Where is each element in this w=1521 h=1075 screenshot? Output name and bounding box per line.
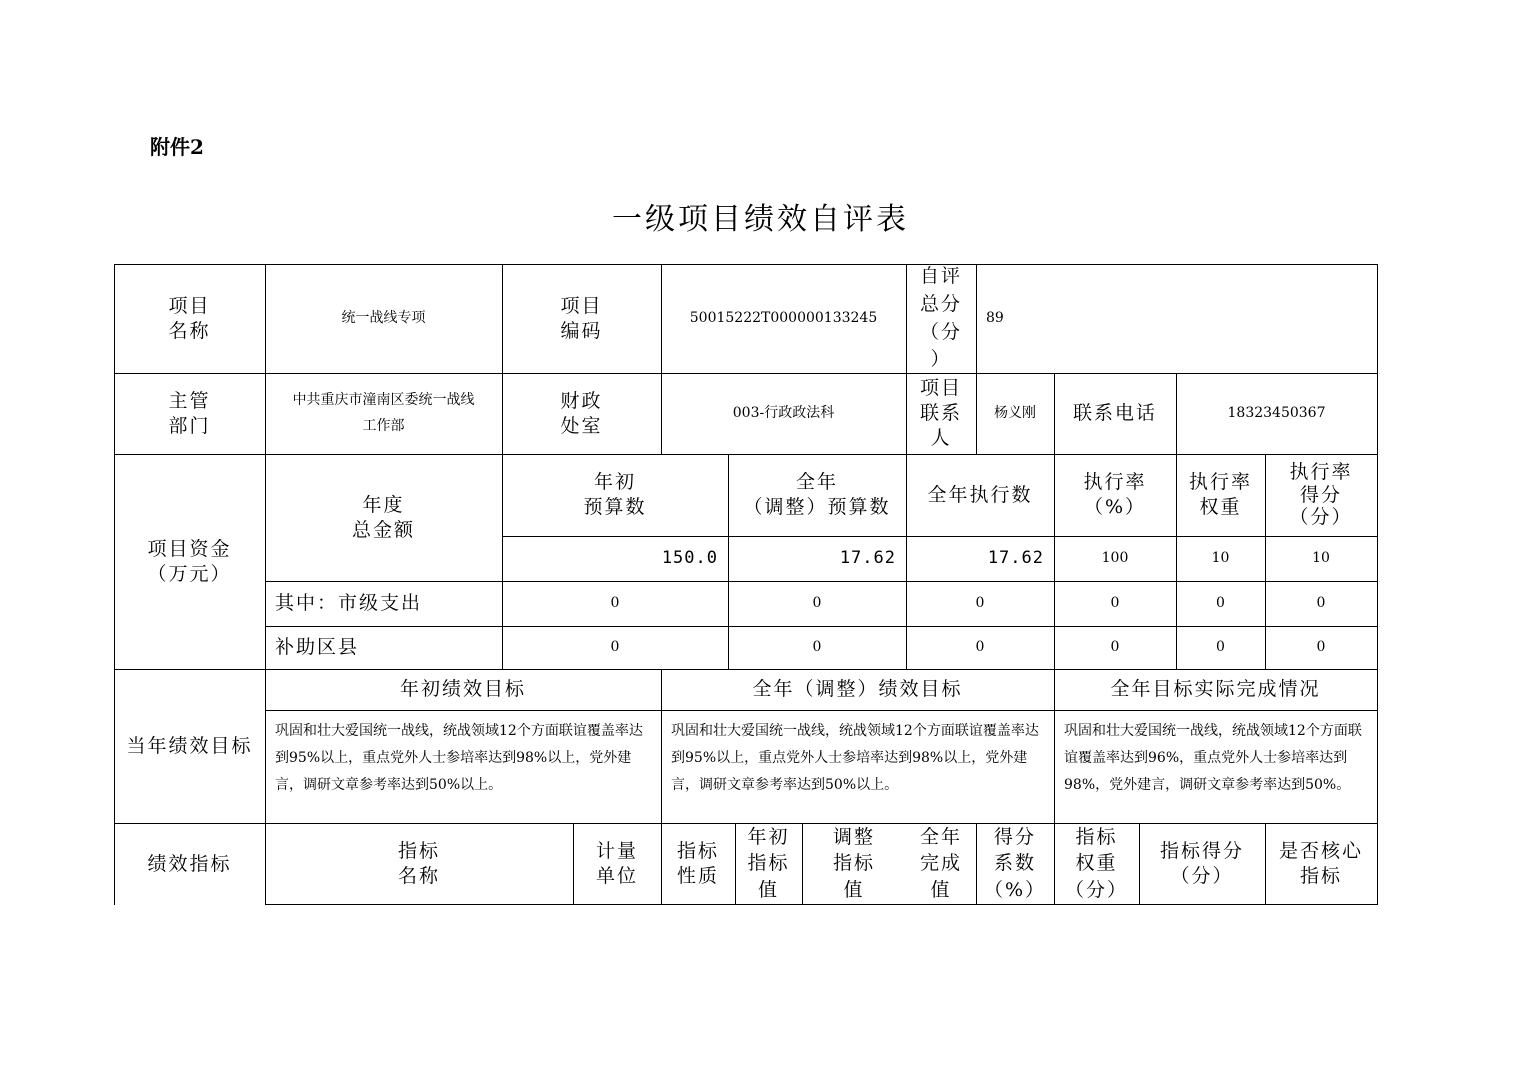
indicator-initial-value-header: 年初 指标 值 xyxy=(747,825,790,901)
indicator-unit-header: 计量 单位 xyxy=(595,839,638,887)
indicator-nature-header: 指标 性质 xyxy=(676,839,719,887)
indicators-label: 绩效指标 xyxy=(147,852,232,875)
funds-label: 项目资金 （万元） xyxy=(147,537,232,585)
funds-total-weight: 10 xyxy=(1211,550,1230,567)
city-expense-label: 其中：市级支出 xyxy=(275,592,423,615)
city-adjusted: 0 xyxy=(812,595,822,612)
city-initial: 0 xyxy=(610,595,620,612)
indicator-score-header: 指标得分 （分） xyxy=(1159,839,1244,887)
indicator-name-header: 指标 名称 xyxy=(397,839,440,887)
county-subsidy-label: 补助区县 xyxy=(275,636,360,659)
performance-table xyxy=(114,264,1378,905)
county-rate: 0 xyxy=(1110,639,1120,656)
funds-weight-header: 执行率 权重 xyxy=(1188,471,1252,518)
funds-total-initial: 150.0 xyxy=(661,548,718,569)
county-adjusted: 0 xyxy=(812,639,822,656)
funds-total-rate: 100 xyxy=(1101,550,1129,567)
funds-total-executed: 17.62 xyxy=(987,548,1044,569)
city-rate: 0 xyxy=(1110,595,1120,612)
finance-office-label: 财政 处室 xyxy=(560,389,603,437)
annual-goals-label: 当年绩效目标 xyxy=(126,734,253,757)
indicator-adjusted-value-header: 调整 指标 值 xyxy=(832,825,875,901)
contact-person-value: 杨义刚 xyxy=(994,405,1036,422)
phone-label: 联系电话 xyxy=(1072,402,1157,425)
funds-total-header: 年度 总金额 xyxy=(351,493,415,541)
indicator-coefficient-header: 得分 系数 （%） xyxy=(983,825,1047,901)
finance-office-value: 003-行政政法科 xyxy=(732,405,835,422)
phone-value: 18323450367 xyxy=(1227,405,1326,422)
county-weight: 0 xyxy=(1216,639,1225,656)
self-score-label: 自评 总分 （分 ） xyxy=(919,265,962,371)
city-weight: 0 xyxy=(1216,595,1225,612)
indicator-weight-header: 指标 权重 （分） xyxy=(1064,825,1128,901)
indicator-completed-header: 全年 完成 值 xyxy=(919,825,962,901)
self-score-value: 89 xyxy=(986,310,1004,327)
funds-rate-header: 执行率 （%） xyxy=(1083,471,1147,518)
department-label: 主管 部门 xyxy=(168,389,211,437)
county-initial: 0 xyxy=(610,639,620,656)
funds-executed-header: 全年执行数 xyxy=(927,483,1033,506)
funds-initial-header: 年初 预算数 xyxy=(583,471,647,518)
actual-completion-text: 巩固和壮大爱国统一战线，统战领域12个方面联谊覆盖率达到96%，重点党外人士参培率达到98%，党外建言，调研文章参考率达到50%。 xyxy=(1064,723,1362,793)
city-score: 0 xyxy=(1316,595,1326,612)
initial-goal-header: 年初绩效目标 xyxy=(399,678,526,701)
indicator-core-header: 是否核心 指标 xyxy=(1278,839,1363,887)
table-line xyxy=(265,904,1378,905)
funds-score-header: 执行率 得分 （分） xyxy=(1289,460,1353,529)
table-line xyxy=(1377,264,1378,905)
adjusted-goal-header: 全年（调整）绩效目标 xyxy=(752,678,963,701)
funds-total-adjusted: 17.62 xyxy=(839,548,896,569)
page-title: 一级项目绩效自评表 xyxy=(612,202,909,237)
initial-goal-text: 巩固和壮大爱国统一战线，统战领域12个方面联谊覆盖率达到95%以上，重点党外人士参培率达到98%以上，党外建言，调研文章参考率达到50%以上。 xyxy=(275,723,643,793)
contact-person-label: 项目 联系 人 xyxy=(919,377,962,449)
actual-completion-header: 全年目标实际完成情况 xyxy=(1110,678,1321,701)
funds-adjusted-header: 全年 （调整）预算数 xyxy=(743,471,891,518)
project-code-value: 50015222T000000133245 xyxy=(689,310,878,327)
county-score: 0 xyxy=(1316,639,1326,656)
project-name-value: 统一战线专项 xyxy=(341,310,426,327)
department-value: 中共重庆市潼南区委统一战线 工作部 xyxy=(292,391,475,434)
attachment-label: 附件2 xyxy=(150,135,204,159)
funds-total-score: 10 xyxy=(1312,550,1330,567)
county-executed: 0 xyxy=(975,639,985,656)
adjusted-goal-text: 巩固和壮大爱国统一战线，统战领域12个方面联谊覆盖率达到95%以上，重点党外人士参培率达到98%以上，党外建言，调研文章参考率达到50%以上。 xyxy=(671,723,1039,793)
project-name-label: 项目 名称 xyxy=(168,294,211,342)
project-code-label: 项目 编码 xyxy=(560,294,603,342)
city-executed: 0 xyxy=(975,595,985,612)
